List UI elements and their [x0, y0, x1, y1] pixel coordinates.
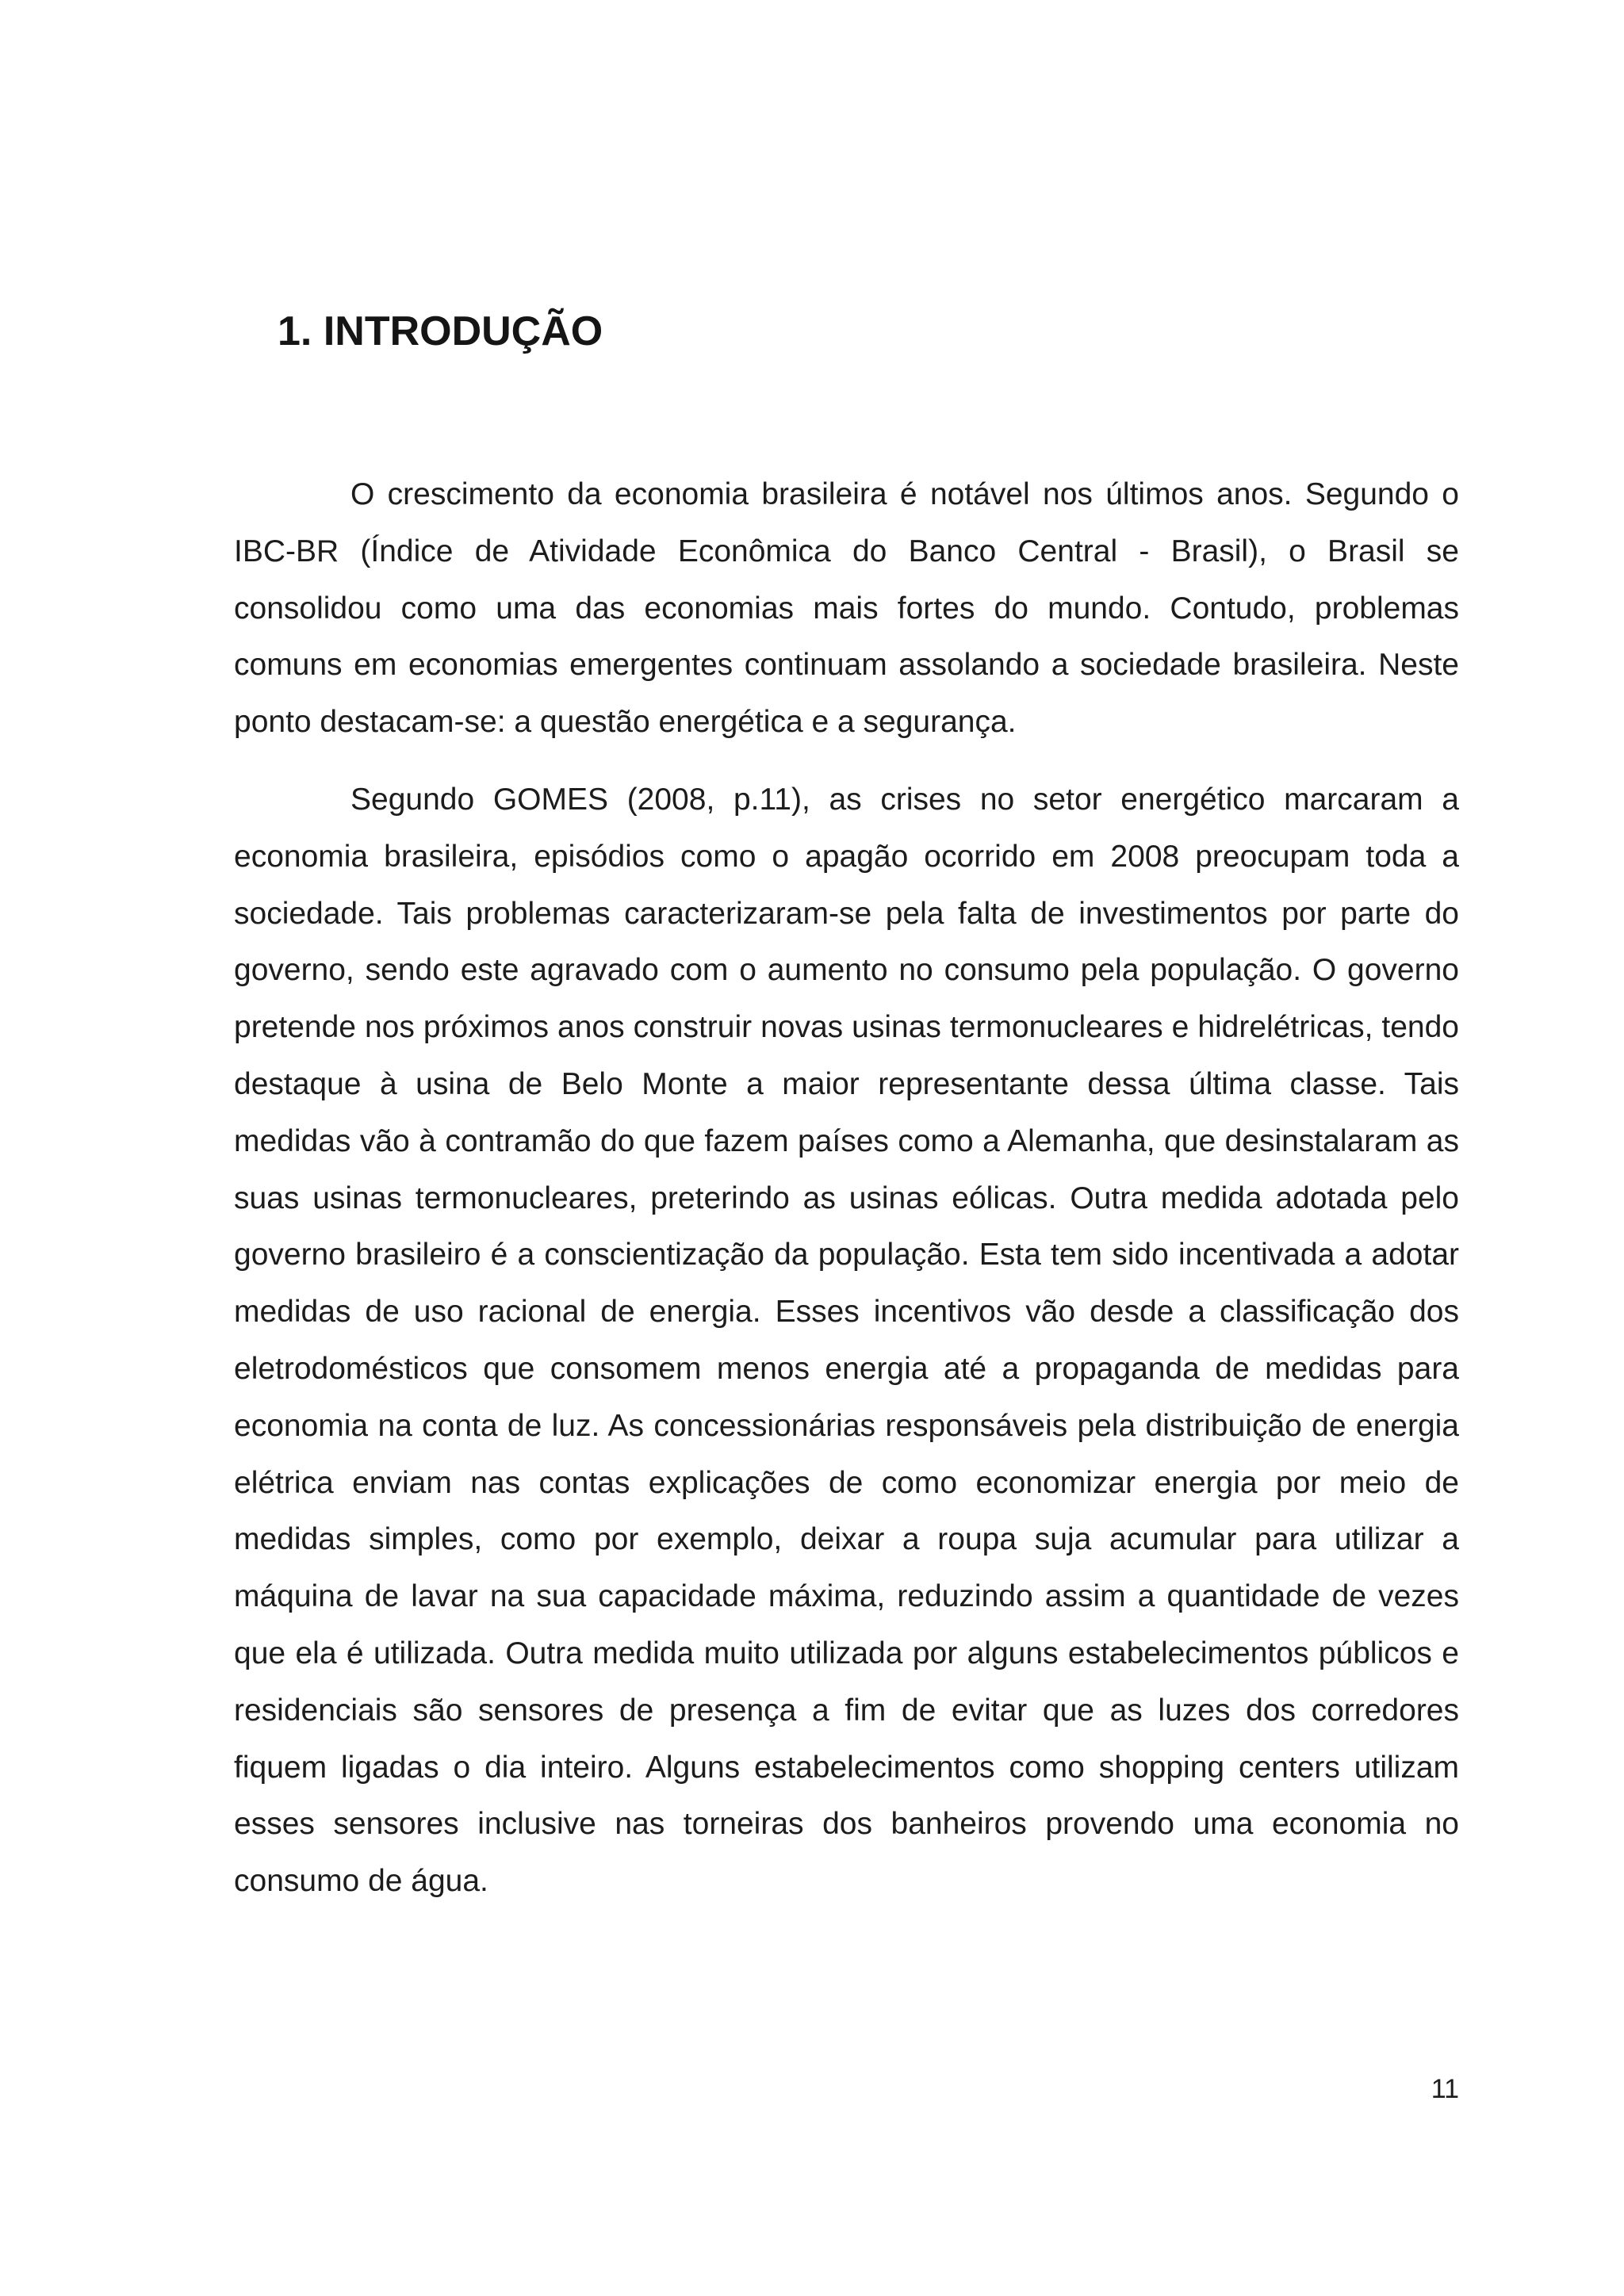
paragraph-1: O crescimento da economia brasileira é notável nos últimos anos. Segundo o IBC-BR (Índice de Atividade Econômica do Banco Central - Brasil), o Brasil se consolidou como uma das economias mais fortes do mundo. Contudo, problemas comuns em economias emergentes continuam assolando a sociedade brasileira. Neste ponto destacam-se: a questão energética e a segurança. — [234, 477, 1459, 740]
section-heading: 1. INTRODUÇÃO — [278, 308, 603, 354]
paragraph-2: Segundo GOMES (2008, p.11), as crises no setor energético marcaram a economia brasileira, episódios como o apagão ocorrido em 2008 preocupam toda a sociedade. Tais problemas caracterizaram-se pela falta de investimentos por parte do governo, sendo este agravado com o aumento no consumo pela população. O governo pretende nos próximos anos construir novas usinas termonucleares e hidrelétricas, tendo destaque à usina de Belo Monte a maior representante dessa última classe. Tais medidas vão à contramão do que fazem países como a Alemanha, que desinstalaram as suas usinas termonucleares, preterindo as usinas eólicas. Outra medida adotada pelo governo brasileiro é a conscientização da população. Esta tem sido incentivada a adotar medidas de uso racional de energia. Esses incentivos vão desde a classificação dos eletrodomésticos que consomem menos energia até a propaganda de medidas para economia na conta de luz. As concessionárias responsáveis pela distribuição de energia elétrica enviam nas contas explicações de como economizar energia por meio de medidas simples, como por exemplo, deixar a roupa suja acumular para utilizar a máquina de lavar na sua capacidade máxima, reduzindo assim a quantidade de vezes que ela é utilizada. Outra medida muito utilizada por alguns estabelecimentos públicos e residenciais são sensores de presença a fim de evitar que as luzes dos corredores fiquem ligadas o dia inteiro. Alguns estabelecimentos como shopping centers utilizam esses sensores inclusive nas torneiras dos banheiros provendo uma economia no consumo de água. — [234, 782, 1459, 1899]
body-text — [234, 466, 1459, 1910]
page-number: 11 — [1431, 2074, 1459, 2104]
